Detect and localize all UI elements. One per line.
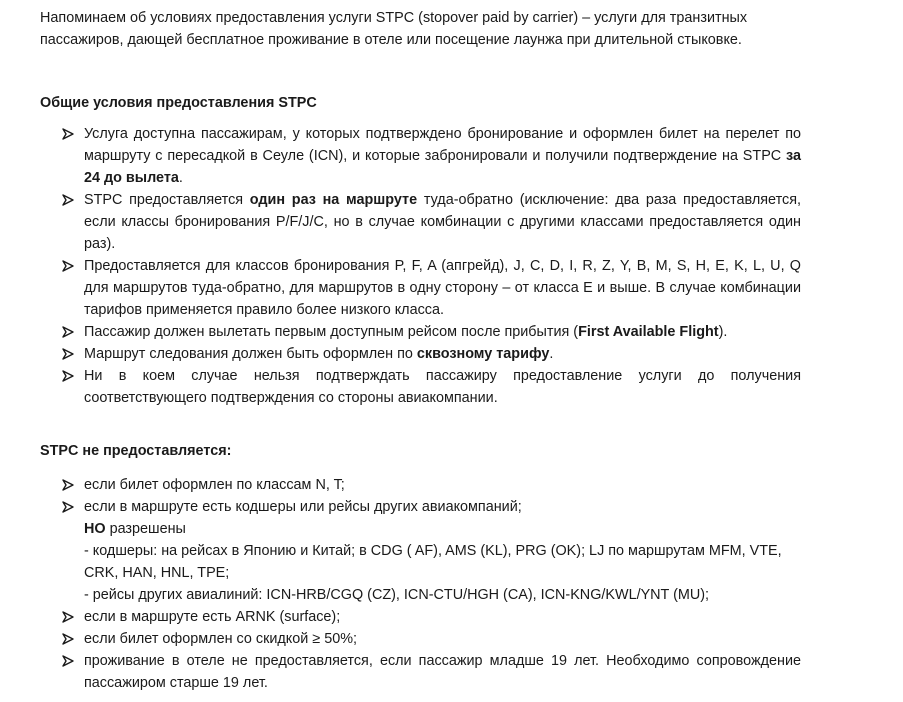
list-item [62,628,801,650]
list-item-text: Услуга доступна пассажирам, у которых подтверждено бронирование и оформлен билет на перелет по маршруту с пересадкой в Сеуле (ICN), и которые забронировали и получили подтверждение на STPC [84,126,801,164]
exception-text: разрешены [105,521,186,537]
arrow-bullet-icon [62,343,76,365]
arrow-bullet-icon [62,628,76,650]
list-item-text-tail: ). [718,324,728,340]
arrow-bullet-icon [62,606,76,628]
list-item [62,321,801,343]
list-item-text-tail: . [178,170,183,186]
list-item-text-tail: . [549,346,554,362]
list-item [62,650,801,694]
other-airlines-exceptions: - рейсы других авиалиний: ICN-HRB/CGQ (CZ), ICN-CTU/HGH (CA), ICN-KNG/KWL/YNT (MU); [84,587,710,603]
section-heading-general-conditions: Общие условия предоставления STPC [40,95,317,111]
section-heading-not-provided: STPC не предоставляется: [40,443,232,459]
list-item-text: если в маршруте есть кодшеры или рейсы других авиакомпаний; [84,499,522,515]
list-item [62,365,801,409]
list-item-emphasis: один раз на маршруте [249,192,418,208]
list-item [62,606,801,628]
list-item [62,189,801,255]
arrow-bullet-icon [62,496,76,518]
list-item [62,474,801,496]
not-provided-list [62,474,801,694]
arrow-bullet-icon [62,474,76,496]
arrow-bullet-icon [62,365,76,387]
list-item-text-tail: туда-обратно (исключение: два раза предоставляется, если классы бронирования P/F/J/C, но в случае комбинации с другими классами предоставляется один раз). [84,192,801,252]
general-conditions-list [62,123,801,409]
codeshare-exceptions: - кодшеры: на рейсах в Японию и Китай; в CDG ( AF), AMS (KL), PRG (OK); LJ по маршрутам MFM, VTE, CRK, HAN, HNL, TPE; [84,543,782,581]
arrow-bullet-icon [62,255,76,277]
list-item-text: Предоставляется для классов бронирования P, F, A (апгрейд), J, C, D, I, R, Z, Y, B, M, S, H, E, K, L, U, Q для маршрутов туда-обратно, для маршрутов в одну сторону – от класса E и выше. В случае комбинации тарифов применяется правило более низкого класса. [84,258,801,318]
list-item-text: если билет оформлен по классам N, T; [84,477,345,493]
arrow-bullet-icon [62,321,76,343]
list-item-emphasis: за 24 до вылета [84,148,801,186]
arrow-bullet-icon [62,650,76,672]
list-item-emphasis: First Available Flight [578,324,719,340]
list-item [62,255,801,321]
list-item [62,343,801,365]
list-item-text: если в маршруте есть ARNK (surface); [84,609,341,625]
list-item [62,123,801,189]
exception-emphasis: НО [84,521,106,537]
arrow-bullet-icon [62,189,76,211]
list-item-text: Ни в коем случае нельзя подтверждать пассажиру предоставление услуги до получения соответствующего подтверждения со стороны авиакомпании. [84,368,801,406]
list-item-text: Пассажир должен вылетать первым доступным рейсом после прибытия ( [84,324,579,340]
list-item-text: проживание в отеле не предоставляется, если пассажир младше 19 лет. Необходимо сопровождение пассажиром старше 19 лет. [84,653,801,691]
exception-line [84,518,801,540]
list-item [62,496,801,606]
list-item-text: STPC предоставляется [84,192,250,208]
arrow-bullet-icon [62,123,76,145]
intro-paragraph: Напоминаем об условиях предоставления услуги STPC (stopover paid by carrier) – услуги для транзитных пассажиров, дающей бесплатное проживание в отеле или посещение лаунжа при длительной стыковке. [40,10,748,48]
list-item-text: если билет оформлен со скидкой ≥ 50%; [84,631,357,647]
list-item-text: Маршрут следования должен быть оформлен по [84,346,417,362]
list-item-emphasis: сквозному тарифу [416,346,550,362]
